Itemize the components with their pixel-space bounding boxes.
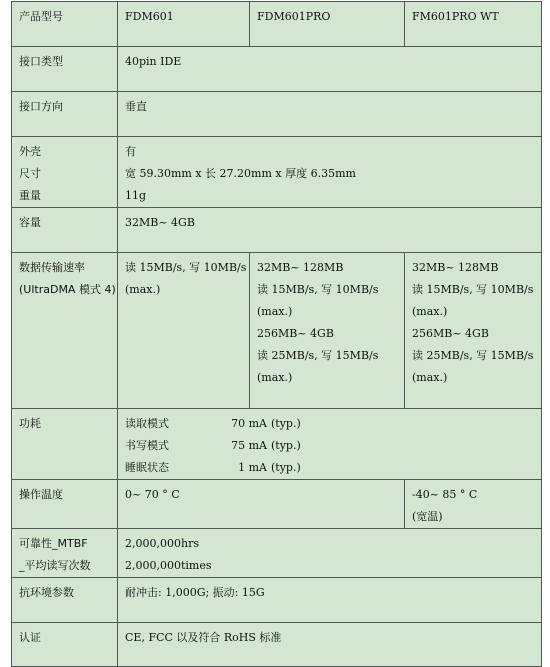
transfer-line: (max.)	[412, 305, 448, 318]
power-unit: (typ.)	[271, 461, 301, 474]
certification-label: 认证	[12, 623, 118, 667]
transfer-mode-label: (UltraDMA 模式 4)	[19, 283, 116, 296]
interface-type-label: 接口类型	[12, 47, 118, 92]
power-unit: (typ.)	[271, 417, 301, 430]
transfer-line: (max.)	[257, 371, 293, 384]
capacity-label: 容量	[12, 208, 118, 253]
transfer-line: 32MB~ 128MB	[257, 261, 344, 274]
model-fdm601: FDM601	[118, 2, 250, 47]
interface-direction-row	[12, 92, 542, 137]
transfer-row	[12, 253, 542, 409]
power-value: 70 mA	[231, 417, 267, 430]
temperature-wide-range: -40~ 85 ° C	[412, 488, 478, 501]
model-fdm601pro: FDM601PRO	[250, 2, 405, 47]
interface-type-value: 40pin IDE	[118, 47, 542, 92]
environment-row	[12, 578, 542, 623]
temperature-wide-note: (宽温)	[412, 510, 443, 523]
physical-labels	[12, 137, 118, 208]
weight-label: 重量	[19, 189, 41, 202]
header-row	[12, 2, 542, 47]
transfer-line: 32MB~ 128MB	[412, 261, 499, 274]
temperature-row	[12, 480, 542, 529]
power-values	[118, 409, 542, 480]
power-unit: (typ.)	[271, 439, 301, 452]
size-label: 尺寸	[19, 167, 41, 180]
transfer-line: 读 15MB/s, 写 10MB/s	[257, 283, 379, 296]
spec-table	[11, 1, 542, 667]
power-label: 功耗	[12, 409, 118, 480]
transfer-col-fdm601pro	[250, 253, 405, 409]
temperature-wide	[405, 480, 542, 529]
weight-value: 11g	[125, 189, 147, 202]
reliability-row	[12, 529, 542, 578]
transfer-col-fm601pro-wt	[405, 253, 542, 409]
transfer-line: 256MB~ 4GB	[412, 327, 489, 340]
interface-direction-value: 垂直	[118, 92, 542, 137]
rw-cycles-value: 2,000,000times	[125, 559, 212, 572]
transfer-line: 读 25MB/s, 写 15MB/s	[257, 349, 379, 362]
casing-value: 有	[125, 145, 136, 158]
power-read-line	[125, 413, 541, 435]
transfer-line: 256MB~ 4GB	[257, 327, 334, 340]
reliability-labels	[12, 529, 118, 578]
interface-direction-label: 接口方向	[12, 92, 118, 137]
power-mode: 书写模式	[125, 439, 169, 452]
environment-value: 耐冲击: 1,000G; 振动: 15G	[118, 578, 542, 623]
rw-cycles-label: _平均读写次数	[19, 559, 91, 572]
mtbf-value: 2,000,000hrs	[125, 537, 199, 550]
transfer-line: (max.)	[125, 283, 161, 296]
casing-label: 外壳	[19, 145, 41, 158]
physical-values	[118, 137, 542, 208]
interface-type-row	[12, 47, 542, 92]
physical-row	[12, 137, 542, 208]
power-sleep-line	[125, 457, 541, 479]
reliability-values	[118, 529, 542, 578]
transfer-line: 读 25MB/s, 写 15MB/s	[412, 349, 534, 362]
model-fm601pro-wt: FM601PRO WT	[405, 2, 542, 47]
capacity-row	[12, 208, 542, 253]
capacity-value: 32MB~ 4GB	[118, 208, 542, 253]
temperature-standard: 0~ 70 ° C	[118, 480, 405, 529]
header-label: 产品型号	[12, 2, 118, 47]
power-write-line	[125, 435, 541, 457]
transfer-line: (max.)	[412, 371, 448, 384]
certification-value: CE, FCC 以及符合 RoHS 标准	[118, 623, 542, 667]
power-row	[12, 409, 542, 480]
size-value: 宽 59.30mm x 长 27.20mm x 厚度 6.35mm	[125, 167, 356, 180]
certification-row	[12, 623, 542, 667]
transfer-line: 读 15MB/s, 写 10MB/s	[412, 283, 534, 296]
transfer-col-fdm601	[118, 253, 250, 409]
power-value: 75 mA	[231, 439, 267, 452]
mtbf-label: 可靠性_MTBF	[19, 537, 88, 550]
power-mode: 读取模式	[125, 417, 169, 430]
transfer-label: 数据传输速率	[19, 261, 85, 274]
transfer-line: (max.)	[257, 305, 293, 318]
power-mode: 睡眠状态	[125, 461, 169, 474]
transfer-labels	[12, 253, 118, 409]
transfer-line: 读 15MB/s, 写 10MB/s	[125, 261, 247, 274]
temperature-label: 操作温度	[12, 480, 118, 529]
power-value: 1 mA	[238, 461, 267, 474]
environment-label: 抗环境参数	[12, 578, 118, 623]
